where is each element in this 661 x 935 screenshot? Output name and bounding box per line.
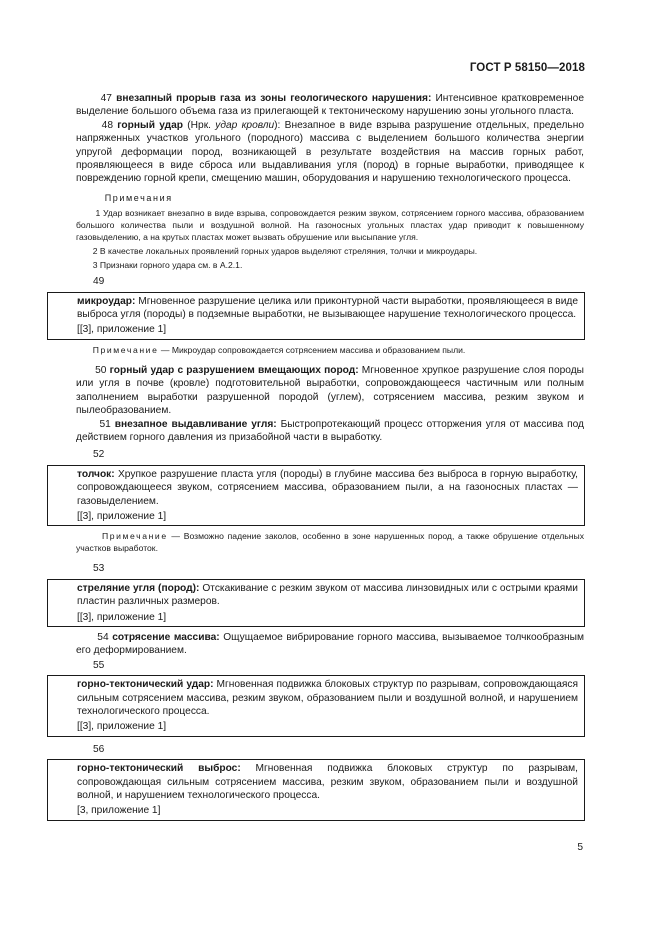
term-56-box — [47, 759, 585, 821]
term-number: 54 — [97, 631, 109, 643]
term-definition: ): Внезапное в виде взрыва разрушение отдельных, предельно напряженных участков угольного (породного) массива с выделением большого количества энергии упругой деформации пород, возникающей в результате воздействия на массив горных работ, проявляющееся в виде сброса или выдавливания угля (пород) в горные выработки, приводящее к повреждению горной крепи, смещению машин, оборудования и нарушению технологического процесса. — [76, 119, 584, 185]
term-number: 48 — [101, 119, 114, 131]
document-code: ГОСТ Р 58150—2018 — [469, 62, 585, 74]
term-53 — [77, 582, 578, 609]
term-definition: Отскакивание с резким звуком от массива линзовидных или с острыми краями пластин различных размеров. — [77, 582, 578, 608]
term-definition: Хрупкое разрушение пласта угля (породы) в глубине массива без выброса в горную выработку, сопровождающееся звуком, сотрясением массива, образованием пыли, а на газоносных пластах — газовыделением. — [77, 468, 578, 507]
term-name: сотрясение массива: — [112, 631, 220, 643]
notes-title: Примечания — [104, 192, 173, 203]
term-definition: Интенсивное кратковременное выделение большого объема газа из прилегающей к тектоническому нарушению зоны угольного пласта. — [76, 93, 584, 118]
term-abbr-prefix: (Нрк. — [183, 119, 216, 131]
term-number: 51 — [99, 418, 111, 430]
term-definition: Мгновенная подвижка блоковых структур по разрывам, сопровождающая сильным сотрясением массива, резким звуком, образованием пыли и воздушной волной, и нарушением технологического процесса. — [77, 763, 578, 802]
term-53-box — [47, 579, 585, 627]
term-definition: Мгновенное разрушение целика или приконтурной части выработки, проявляющееся в виде выброса угля (породы) в подземные выработки, не вызывающее нарушение технологического процесса. — [77, 295, 578, 321]
term-definition: Быстропротекающий процесс отторжения угля от массива под действием горного давления из призабойной части в выработку. — [76, 418, 584, 443]
page-content — [76, 92, 584, 821]
term-deprecated: удар кровли — [215, 119, 275, 131]
term-name: внезапный прорыв газа из зоны геологического нарушения: — [116, 93, 432, 104]
term-definition: Мгновенная подвижка блоковых структур по разрывам, сопровождающаяся сильным сотрясением массива, резким звуком, образованием пыли и воздушной волной, и нарушением технологического процесса. — [77, 679, 579, 717]
note-1: 1 Удар возникает внезапно в виде взрыва, сопровождается резким звуком, сотрясением горного массива, образованием большого количества пыли и воздушной волной. На газоносных угольных пластах удар приводит к повышенному газовыделению, а на крутых пластах может вызвать обрушение или высыпание угля. — [76, 208, 584, 243]
term-50 — [76, 364, 584, 418]
term-name: толчок: — [77, 468, 115, 480]
term-definition: Мгновенное хрупкое разрушение слоя породы или угля в почве (кровле) подготовительной выработки, сопровождающееся частичным или полным заполнением выработки разрушенной породой (углем), сотрясением массива, резким звуком и пылеобразованием. — [76, 364, 584, 417]
term-52-box — [47, 465, 585, 527]
term-name: внезапное выдавливание угля: — [114, 418, 277, 430]
term-name: микроудар: — [77, 295, 136, 307]
term-definition: Ощущаемое вибрирование горного массива, вызываемое толчкообразным его деформированием. — [76, 631, 585, 657]
term-name: горно-тектонический удар: — [77, 679, 214, 691]
term-56-number: 56 — [92, 743, 105, 755]
term-47 — [76, 92, 584, 119]
term-source: [[3], приложение 1] — [77, 510, 167, 522]
page-number: 5 — [577, 842, 583, 853]
note-3: 3 Признаки горного удара см. в А.2.1. — [92, 260, 243, 271]
term-56 — [77, 762, 578, 802]
term-49-box — [47, 292, 585, 340]
term-number: 50 — [95, 364, 107, 376]
term-name: горно-тектонический выброс: — [77, 763, 241, 775]
term-49 — [77, 295, 578, 322]
term-54 — [76, 631, 584, 658]
term-source: [[3], приложение 1] — [77, 324, 167, 336]
term-55 — [77, 678, 578, 718]
term-52-number: 52 — [92, 449, 105, 461]
term-name: горный удар с разрушением вмещающих пород: — [109, 364, 359, 376]
term-55-box — [47, 675, 585, 737]
term-55-number: 55 — [92, 659, 105, 671]
term-49-note: Примечание — Микроудар сопровождается сотрясением массива и образованием пыли. — [92, 344, 466, 355]
term-name: стреляние угля (пород): — [77, 582, 200, 594]
term-source: [[3], приложение 1] — [77, 611, 167, 623]
term-52 — [77, 468, 578, 508]
term-source: [[3], приложение 1] — [77, 721, 167, 733]
term-source: [3, приложение 1] — [77, 805, 161, 817]
term-48 — [76, 119, 584, 186]
term-name: горный удар — [117, 119, 184, 131]
term-number: 47 — [100, 93, 112, 104]
term-52-note: Примечание — Возможно падение заколов, особенно в зоне нарушенных пород, а также обрушение отдельных участков выработок. — [76, 531, 584, 554]
term-49-number: 49 — [92, 276, 105, 288]
note-2: 2 В качестве локальных проявлений горных ударов выделяют стреляния, толчки и микроудары. — [92, 246, 478, 257]
term-53-number: 53 — [92, 563, 105, 575]
term-51 — [76, 418, 584, 445]
